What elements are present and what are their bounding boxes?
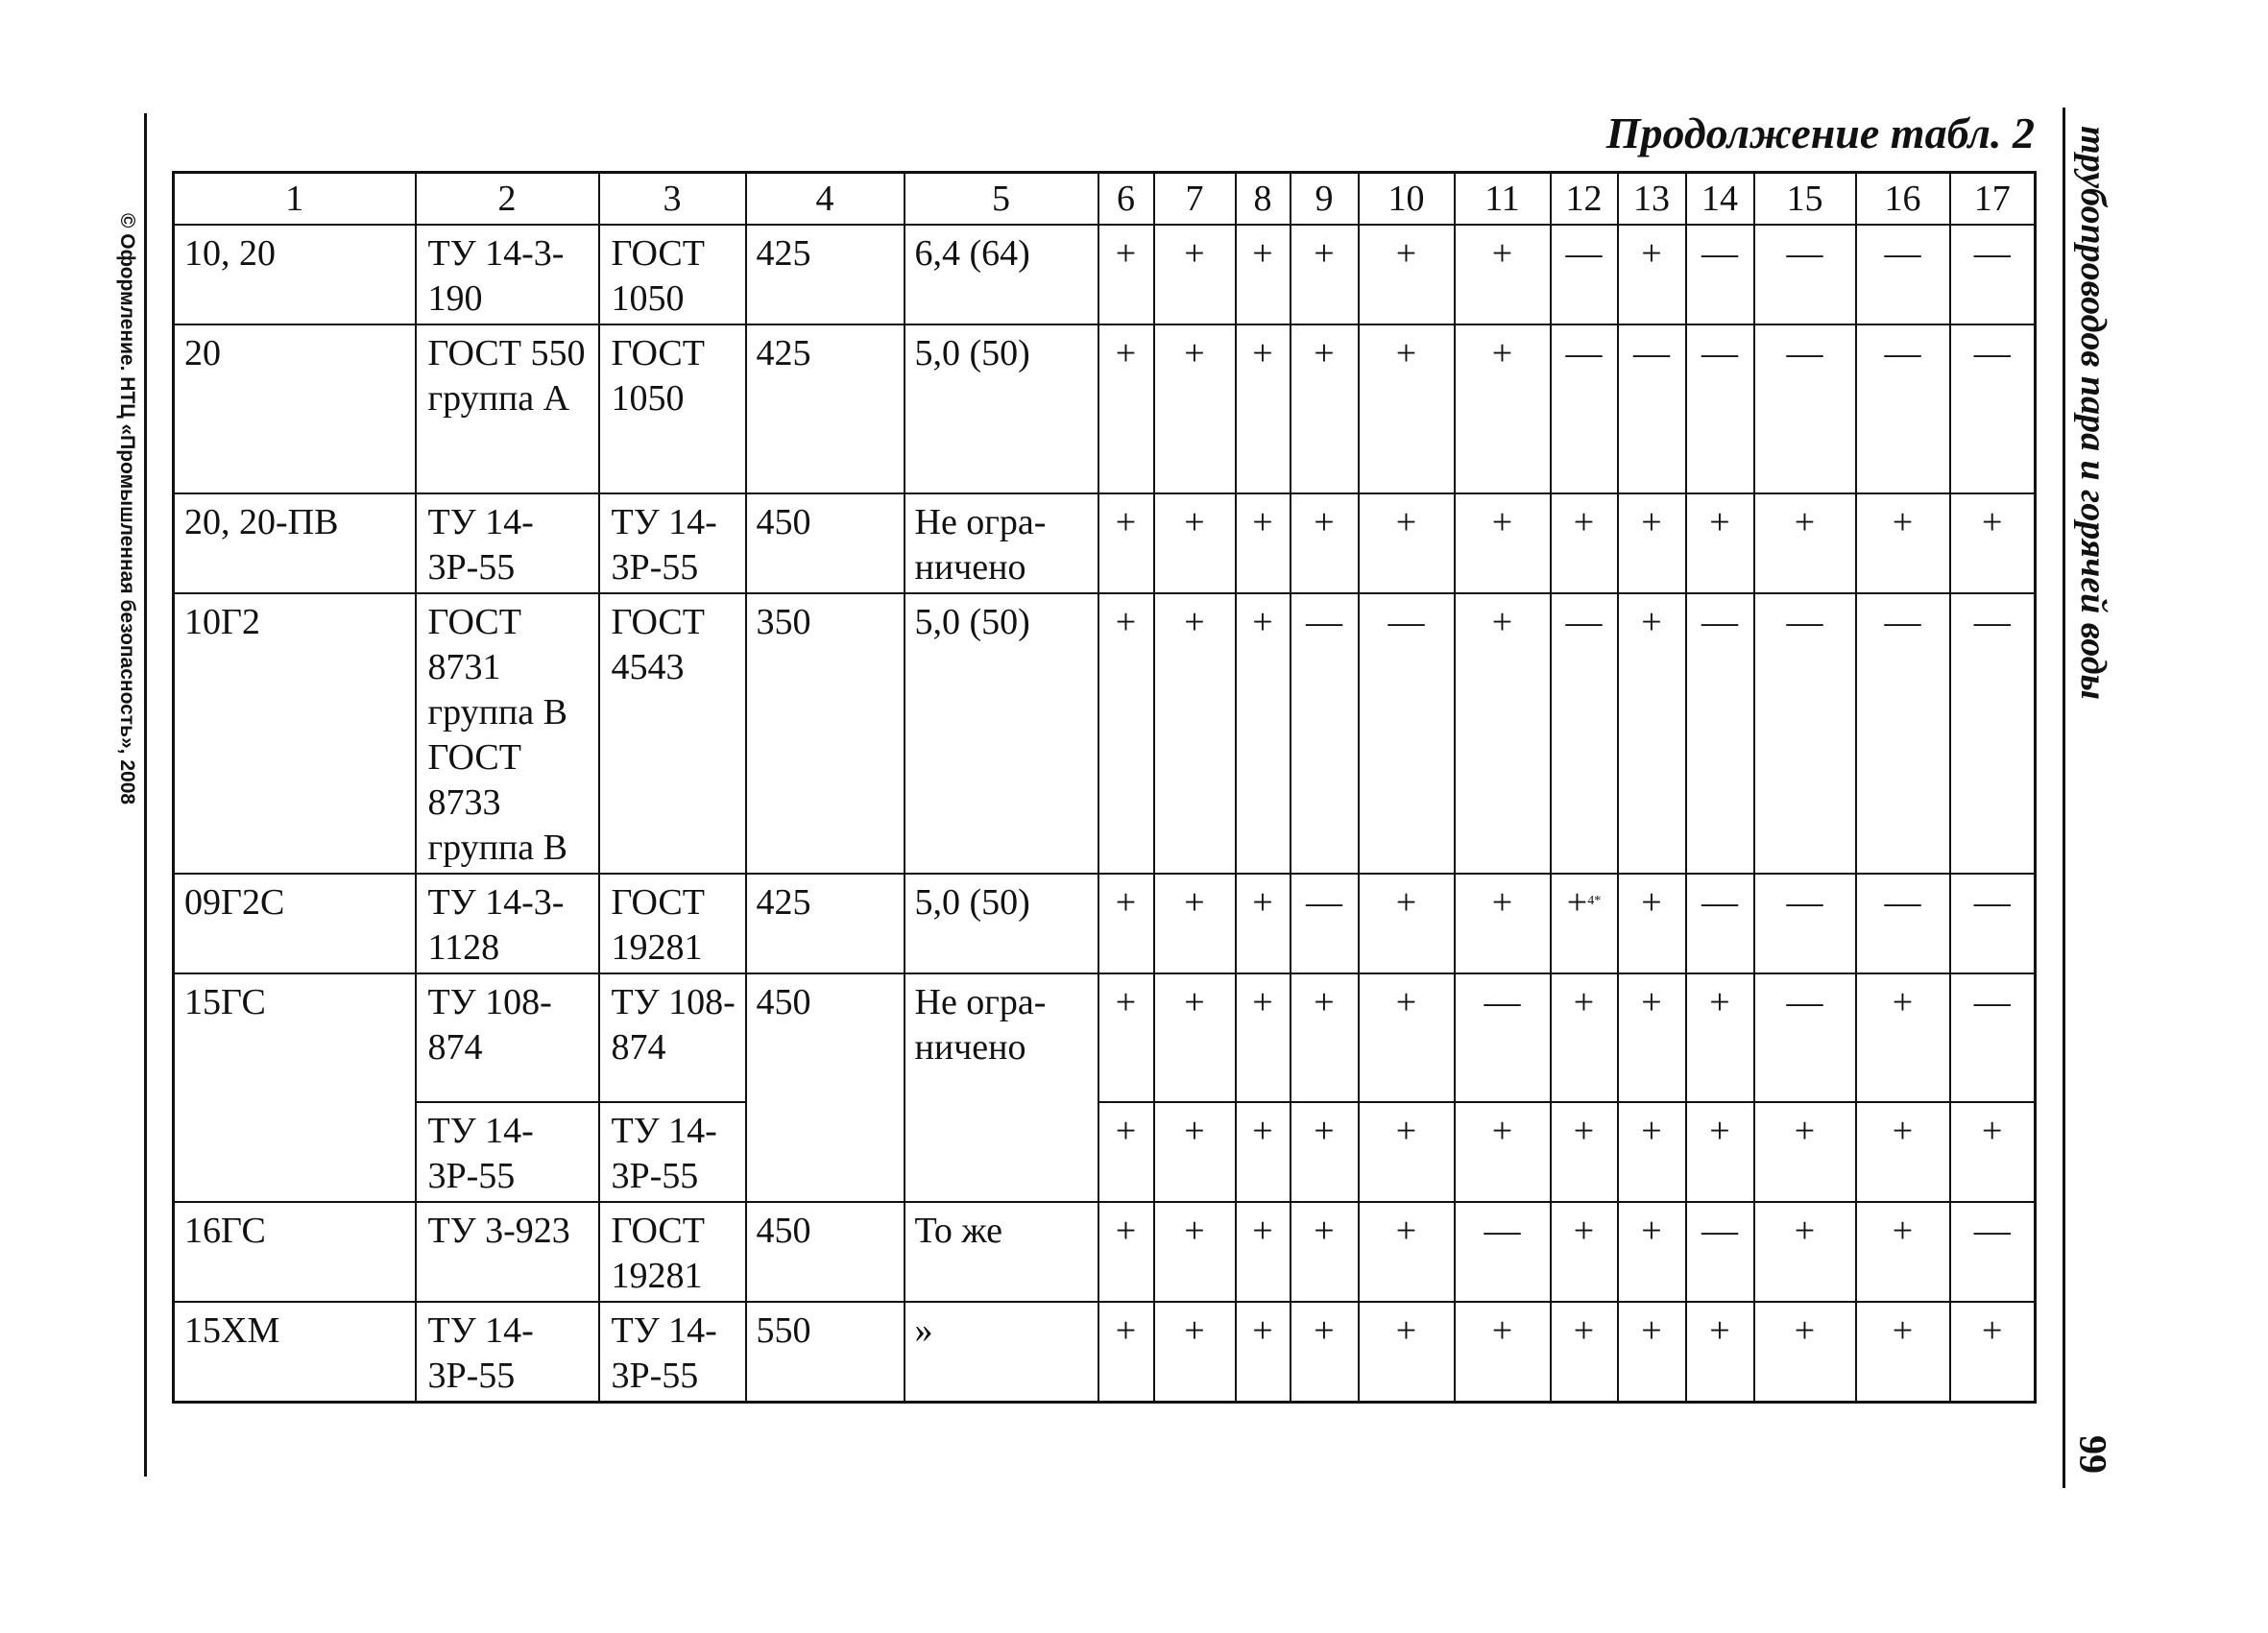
applicability-mark-col-16 [1856,493,1950,593]
column-number-2: 2 [416,173,599,226]
applicability-mark-col-12 [1551,1302,1618,1403]
pipe-standard-cell: ТУ 108-874 [416,973,599,1102]
steel-grade-cell: 15ГС [174,973,416,1202]
applicability-mark-col-10 [1359,324,1455,493]
max-pressure-cell: Не огра-ничено [905,493,1098,593]
mark-symbol: + [1892,1310,1914,1351]
applicability-mark-col-11 [1455,593,1551,874]
applicability-mark-col-7 [1154,593,1236,874]
applicability-mark-col-14 [1686,1302,1754,1403]
applicability-mark-col-16 [1856,1102,1950,1202]
mark-symbol: — [1884,333,1921,373]
max-temperature-cell: 450 [746,973,905,1202]
applicability-mark-col-10 [1359,1302,1455,1403]
applicability-mark-col-17 [1950,593,2036,874]
mark-symbol: — [1973,982,2011,1022]
mark-symbol: + [1184,1111,1205,1151]
mark-symbol: + [1641,882,1662,923]
applicability-mark-col-7 [1154,1102,1236,1202]
max-pressure-cell: » [905,1302,1098,1403]
applicability-mark-col-16 [1856,1202,1950,1302]
applicability-mark-col-12 [1551,874,1618,973]
applicability-mark-col-7 [1154,493,1236,593]
mark-symbol: + [1395,1211,1417,1251]
mark-symbol: + [1566,882,1588,923]
mark-symbol: + [1184,233,1205,274]
mark-symbol: + [1115,1111,1137,1151]
mark-symbol: + [1115,982,1137,1022]
mark-symbol: + [1982,502,2003,542]
applicability-mark-col-15 [1754,225,1856,324]
applicability-mark-col-17 [1950,973,2036,1102]
applicability-mark-col-14 [1686,225,1754,324]
max-pressure-cell: 5,0 (50) [905,874,1098,973]
mark-symbol: + [1892,502,1914,542]
table-caption: Продолжение табл. 2 [1605,108,2035,157]
mark-symbol: + [1395,1310,1417,1351]
applicability-mark-col-16 [1856,874,1950,973]
applicability-mark-col-7 [1154,225,1236,324]
applicability-mark-col-17 [1950,874,2036,973]
applicability-mark-col-13 [1618,493,1686,593]
applicability-mark-col-6 [1098,493,1154,593]
mark-symbol: + [1395,333,1417,373]
applicability-mark-col-7 [1154,1302,1236,1403]
mark-symbol: + [1115,1211,1137,1251]
applicability-mark-col-6 [1098,324,1154,493]
mark-symbol: + [1115,1310,1137,1351]
column-number-15: 15 [1754,173,1856,226]
mark-symbol: + [1641,982,1662,1022]
mark-symbol: + [1641,602,1662,642]
table-row [174,1302,2036,1403]
mark-symbol: + [1641,1111,1662,1151]
mark-symbol: + [1892,982,1914,1022]
mark-symbol: + [1641,233,1662,274]
mark-symbol: + [1573,982,1595,1022]
applicability-mark-col-6 [1098,973,1154,1102]
steel-grade-cell: 15ХМ [174,1302,416,1403]
mark-symbol: + [1709,502,1730,542]
mark-symbol: + [1982,1111,2003,1151]
mark-symbol: + [1491,233,1513,274]
applicability-mark-col-12 [1551,973,1618,1102]
applicability-mark-col-8 [1236,1102,1291,1202]
pipe-standard-cell: ТУ 14-3-190 [416,225,599,324]
table-row [174,973,2036,1102]
applicability-mark-col-10 [1359,874,1455,973]
applicability-mark-col-15 [1754,1102,1856,1202]
max-temperature-cell: 350 [746,593,905,874]
table-row [174,1202,2036,1302]
footnote-mark: 4* [1587,894,1602,908]
steel-standard-cell: ГОСТ 1050 [599,225,746,324]
mark-symbol: + [1115,233,1137,274]
steel-grade-cell: 09Г2С [174,874,416,973]
applicability-mark-col-9 [1291,1202,1359,1302]
applicability-mark-col-16 [1856,324,1950,493]
applicability-mark-col-17 [1950,225,2036,324]
applicability-mark-col-12 [1551,1102,1618,1202]
mark-symbol: + [1794,1111,1816,1151]
applicability-mark-col-7 [1154,874,1236,973]
applicability-mark-col-13 [1618,225,1686,324]
applicability-mark-col-15 [1754,593,1856,874]
pipe-standard-cell: ТУ 14-3Р-55 [416,493,599,593]
mark-symbol: — [1786,333,1823,373]
steel-standard-cell: ТУ 14-3Р-55 [599,1102,746,1202]
applicability-mark-col-13 [1618,324,1686,493]
mark-symbol: + [1184,333,1205,373]
pipe-standard-cell: ТУ 14-3Р-55 [416,1302,599,1403]
applicability-mark-col-13 [1618,874,1686,973]
mark-symbol: — [1701,333,1738,373]
mark-symbol: + [1314,502,1335,542]
mark-symbol: — [1306,602,1342,642]
applicability-mark-col-12 [1551,324,1618,493]
mark-symbol: — [1387,602,1425,642]
column-number-12: 12 [1551,173,1618,226]
steel-standard-cell: ГОСТ 4543 [599,593,746,874]
mark-symbol: + [1892,1211,1914,1251]
mark-symbol: + [1314,1310,1335,1351]
table-header-row [174,173,2036,226]
column-number-5: 5 [905,173,1098,226]
applicability-mark-col-15 [1754,973,1856,1102]
mark-symbol: + [1252,882,1273,923]
max-pressure-cell: То же [905,1202,1098,1302]
mark-symbol: + [1314,233,1335,274]
mark-symbol: — [1786,982,1823,1022]
applicability-mark-col-9 [1291,874,1359,973]
mark-symbol: + [1709,1111,1730,1151]
applicability-mark-col-9 [1291,1102,1359,1202]
mark-symbol: + [1395,502,1417,542]
max-temperature-cell: 450 [746,493,905,593]
mark-symbol: + [1573,502,1595,542]
mark-symbol: + [1573,1310,1595,1351]
max-temperature-cell: 450 [746,1202,905,1302]
pipe-standard-cell: ГОСТ 550 группа А [416,324,599,493]
mark-symbol: + [1184,982,1205,1022]
mark-symbol: + [1252,1310,1273,1351]
applicability-mark-col-11 [1455,973,1551,1102]
applicability-mark-col-12 [1551,1202,1618,1302]
applicability-mark-col-13 [1618,973,1686,1102]
applicability-mark-col-16 [1856,973,1950,1102]
mark-symbol: + [1641,1310,1662,1351]
table-row [174,493,2036,593]
applicability-mark-col-9 [1291,973,1359,1102]
mark-symbol: + [1115,882,1137,923]
applicability-mark-col-9 [1291,1302,1359,1403]
mark-symbol: — [1973,333,2011,373]
steel-standard-cell: ТУ 14-3Р-55 [599,493,746,593]
mark-symbol: + [1115,502,1137,542]
mark-symbol: + [1794,502,1816,542]
column-number-17: 17 [1950,173,2036,226]
applicability-mark-col-9 [1291,593,1359,874]
mark-symbol: + [1491,1111,1513,1151]
applicability-mark-col-14 [1686,973,1754,1102]
column-number-4: 4 [746,173,905,226]
mark-symbol: + [1395,882,1417,923]
applicability-mark-col-8 [1236,1202,1291,1302]
max-pressure-cell: Не огра-ничено [905,973,1098,1202]
steel-grade-cell: 10, 20 [174,225,416,324]
mark-symbol: + [1314,1211,1335,1251]
table-row [174,225,2036,324]
mark-symbol: + [1115,602,1137,642]
mark-symbol: + [1491,882,1513,923]
max-temperature-cell: 425 [746,324,905,493]
applicability-mark-col-11 [1455,1102,1551,1202]
mark-symbol: — [1884,882,1921,923]
mark-symbol: — [1884,233,1921,274]
mark-symbol: — [1973,882,2011,923]
column-number-7: 7 [1154,173,1236,226]
mark-symbol: + [1252,982,1273,1022]
mark-symbol: + [1709,1310,1730,1351]
applicability-mark-col-10 [1359,593,1455,874]
max-temperature-cell: 425 [746,874,905,973]
steel-standard-cell: ТУ 14-3Р-55 [599,1302,746,1403]
mark-symbol: + [1573,1111,1595,1151]
max-temperature-cell: 425 [746,225,905,324]
pipe-standard-cell: ТУ 3-923 [416,1202,599,1302]
mark-symbol: + [1641,1211,1662,1251]
applicability-mark-col-8 [1236,874,1291,973]
mark-symbol: — [1484,982,1521,1022]
applicability-mark-col-16 [1856,593,1950,874]
applicability-mark-col-11 [1455,874,1551,973]
mark-symbol: — [1701,882,1738,923]
mark-symbol: + [1252,1211,1273,1251]
applicability-mark-col-16 [1856,225,1950,324]
mark-symbol: + [1491,1310,1513,1351]
mark-symbol: — [1306,882,1342,923]
pipe-standard-cell: ГОСТ 8731 группа В ГОСТ 8733 группа В [416,593,599,874]
max-pressure-cell: 6,4 (64) [905,225,1098,324]
mark-symbol: — [1884,602,1921,642]
applicability-mark-col-7 [1154,324,1236,493]
applicability-mark-col-6 [1098,1302,1154,1403]
mark-symbol: + [1314,1111,1335,1151]
mark-symbol: + [1491,333,1513,373]
column-number-6: 6 [1098,173,1154,226]
mark-symbol: + [1641,502,1662,542]
table-row [174,1102,2036,1202]
applicability-mark-col-14 [1686,1102,1754,1202]
mark-symbol: + [1395,1111,1417,1151]
applicability-mark-col-11 [1455,225,1551,324]
column-number-3: 3 [599,173,746,226]
applicability-mark-col-17 [1950,1102,2036,1202]
mark-symbol: + [1491,602,1513,642]
applicability-mark-col-13 [1618,593,1686,874]
applicability-mark-col-9 [1291,324,1359,493]
applicability-mark-col-17 [1950,493,2036,593]
mark-symbol: + [1252,502,1273,542]
mark-symbol: — [1701,233,1738,274]
steel-grade-cell: 20 [174,324,416,493]
mark-symbol: + [1184,602,1205,642]
mark-symbol: + [1709,982,1730,1022]
applicability-mark-col-6 [1098,593,1154,874]
mark-symbol: + [1184,1211,1205,1251]
applicability-mark-col-14 [1686,1202,1754,1302]
applicability-mark-col-15 [1754,1302,1856,1403]
applicability-mark-col-9 [1291,225,1359,324]
max-pressure-cell: 5,0 (50) [905,593,1098,874]
mark-symbol: + [1794,1211,1816,1251]
max-pressure-cell: 5,0 (50) [905,324,1098,493]
mark-symbol: — [1973,233,2011,274]
applicability-mark-col-13 [1618,1302,1686,1403]
mark-symbol: + [1314,982,1335,1022]
mark-symbol: — [1786,602,1823,642]
mark-symbol: + [1115,333,1137,373]
applicability-mark-col-13 [1618,1202,1686,1302]
column-number-9: 9 [1291,173,1359,226]
pipe-standard-cell: ТУ 14-3Р-55 [416,1102,599,1202]
applicability-mark-col-6 [1098,1102,1154,1202]
mark-symbol: + [1184,882,1205,923]
applicability-mark-col-17 [1950,1202,2036,1302]
mark-symbol: + [1314,333,1335,373]
applicability-mark-col-14 [1686,593,1754,874]
column-number-8: 8 [1236,173,1291,226]
table-row [174,874,2036,973]
applicability-mark-col-14 [1686,874,1754,973]
mark-symbol: — [1786,233,1823,274]
applicability-mark-col-10 [1359,1102,1455,1202]
applicability-mark-col-12 [1551,493,1618,593]
mark-symbol: + [1395,982,1417,1022]
mark-symbol: — [1701,1211,1738,1251]
mark-symbol: + [1184,1310,1205,1351]
applicability-mark-col-8 [1236,493,1291,593]
column-number-11: 11 [1455,173,1551,226]
applicability-mark-col-11 [1455,1202,1551,1302]
applicability-mark-col-13 [1618,1102,1686,1202]
mark-symbol: + [1252,1111,1273,1151]
mark-symbol: + [1252,602,1273,642]
steel-standard-cell: ТУ 108-874 [599,973,746,1102]
running-title: трубопроводов пара и горячей воды [2073,126,2113,700]
column-number-13: 13 [1618,173,1686,226]
applicability-mark-col-15 [1754,493,1856,593]
pipe-standard-cell: ТУ 14-3-1128 [416,874,599,973]
applicability-mark-col-16 [1856,1302,1950,1403]
applicability-mark-col-11 [1455,1302,1551,1403]
applicability-mark-col-9 [1291,493,1359,593]
column-number-16: 16 [1856,173,1950,226]
applicability-mark-col-6 [1098,874,1154,973]
applicability-mark-col-15 [1754,1202,1856,1302]
mark-symbol: — [1565,233,1603,274]
applicability-mark-col-8 [1236,973,1291,1102]
applicability-mark-col-10 [1359,1202,1455,1302]
mark-symbol: + [1252,333,1273,373]
mark-symbol: — [1565,602,1603,642]
mark-symbol: — [1973,602,2011,642]
mark-symbol: + [1252,233,1273,274]
column-number-1: 1 [174,173,416,226]
mark-symbol: — [1565,333,1603,373]
column-number-14: 14 [1686,173,1754,226]
steel-pipes-table [172,171,2037,1404]
applicability-mark-col-11 [1455,493,1551,593]
applicability-mark-col-7 [1154,1202,1236,1302]
applicability-mark-col-8 [1236,1302,1291,1403]
applicability-mark-col-11 [1455,324,1551,493]
applicability-mark-col-14 [1686,493,1754,593]
applicability-mark-col-10 [1359,225,1455,324]
applicability-mark-col-12 [1551,593,1618,874]
mark-symbol: + [1184,502,1205,542]
steel-grade-cell: 10Г2 [174,593,416,874]
table-row [174,593,2036,874]
mark-symbol: — [1973,1211,2011,1251]
applicability-mark-col-8 [1236,324,1291,493]
applicability-mark-col-6 [1098,1202,1154,1302]
applicability-mark-col-17 [1950,324,2036,493]
mark-symbol: + [1491,502,1513,542]
page-number: 99 [2071,1435,2115,1474]
applicability-mark-col-8 [1236,593,1291,874]
mark-symbol: — [1786,882,1823,923]
mark-symbol: — [1701,602,1738,642]
max-temperature-cell: 550 [746,1302,905,1403]
applicability-mark-col-15 [1754,324,1856,493]
steel-standard-cell: ГОСТ 1050 [599,324,746,493]
applicability-mark-col-15 [1754,874,1856,973]
steel-grade-cell: 16ГС [174,1202,416,1302]
mark-symbol: + [1573,1211,1595,1251]
steel-grade-cell: 20, 20-ПВ [174,493,416,593]
table-row [174,324,2036,493]
applicability-mark-col-10 [1359,493,1455,593]
applicability-mark-col-6 [1098,225,1154,324]
applicability-mark-col-8 [1236,225,1291,324]
applicability-mark-col-12 [1551,225,1618,324]
applicability-mark-col-7 [1154,973,1236,1102]
applicability-mark-col-10 [1359,973,1455,1102]
steel-standard-cell: ГОСТ 19281 [599,1202,746,1302]
mark-symbol: + [1395,233,1417,274]
mark-symbol: — [1484,1211,1521,1251]
copyright-sidebar: © Оформление. НТЦ «Промышленная безопасность», 2008 [116,212,138,805]
mark-symbol: + [1982,1310,2003,1351]
column-number-10: 10 [1359,173,1455,226]
mark-symbol: — [1633,333,1670,373]
mark-symbol: + [1892,1111,1914,1151]
applicability-mark-col-17 [1950,1302,2036,1403]
steel-standard-cell: ГОСТ 19281 [599,874,746,973]
applicability-mark-col-14 [1686,324,1754,493]
mark-symbol: + [1794,1310,1816,1351]
